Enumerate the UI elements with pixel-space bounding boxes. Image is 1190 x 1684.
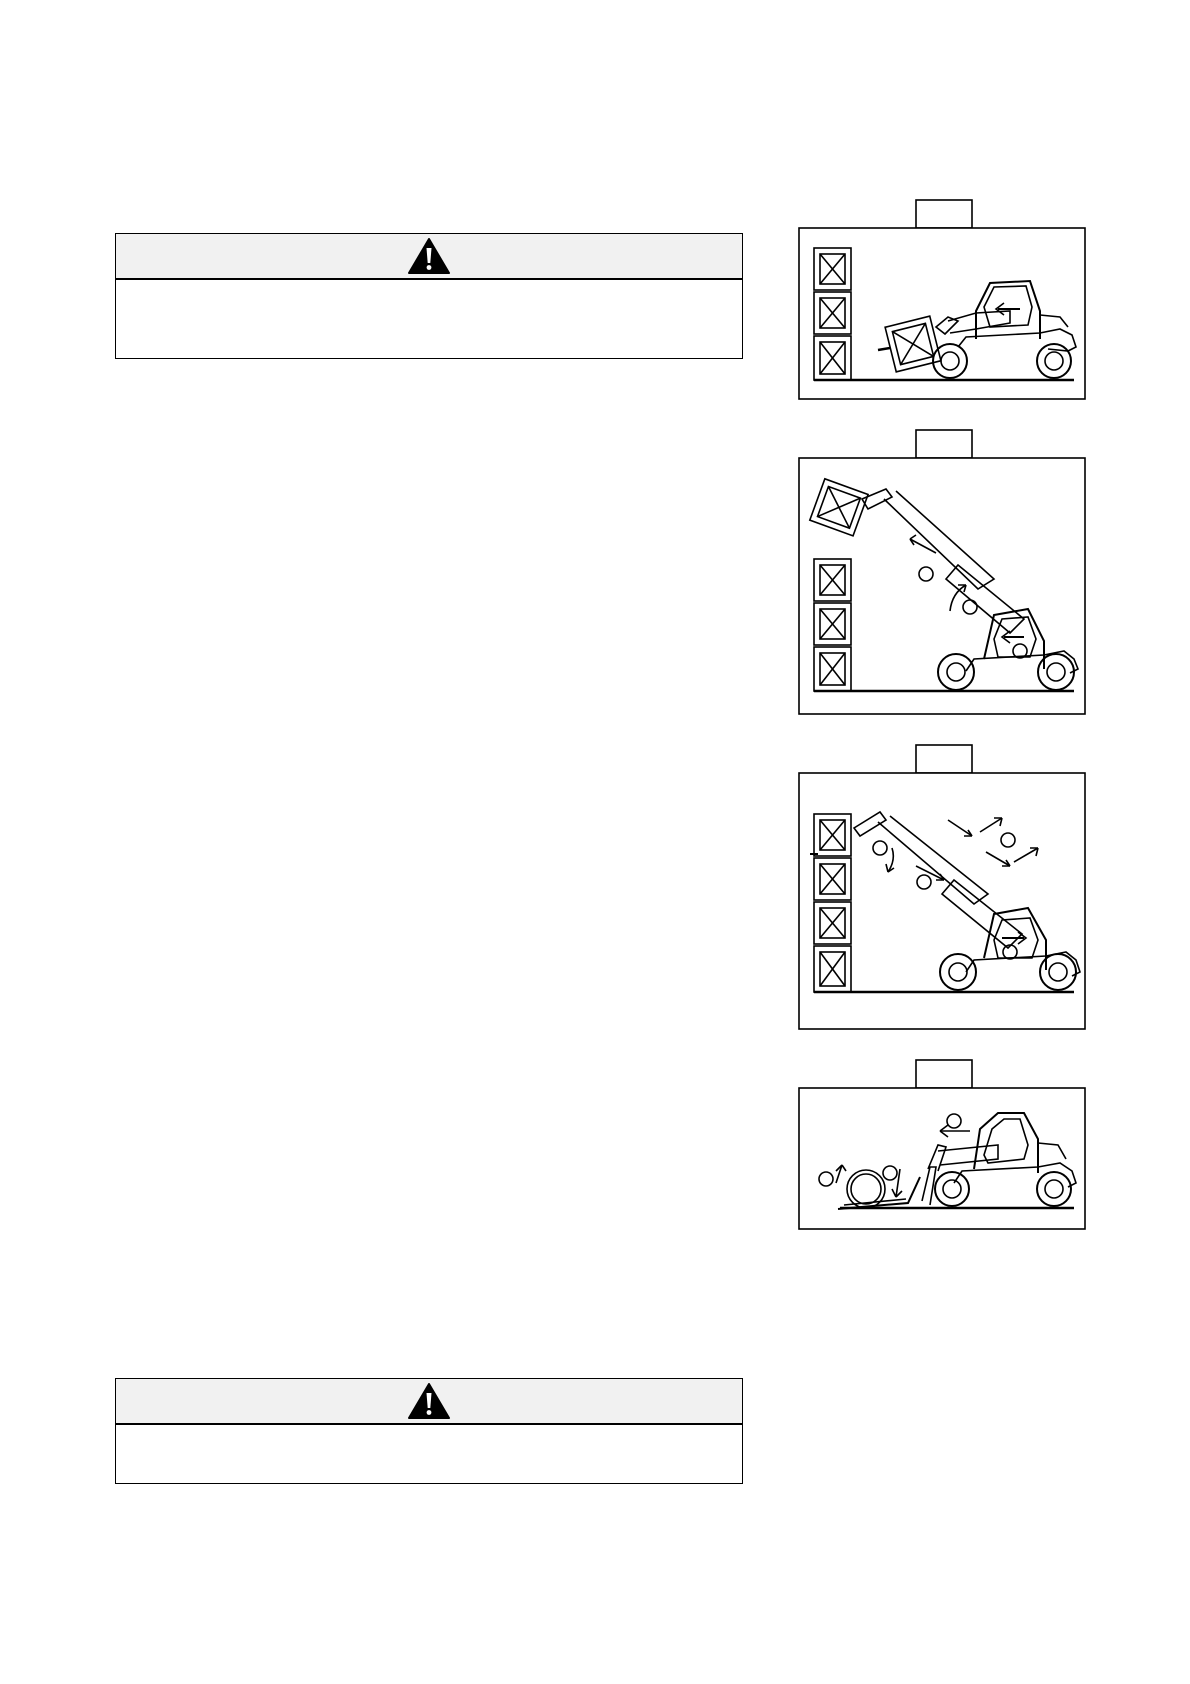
figure-tab <box>916 430 972 458</box>
figure-tab <box>916 200 972 228</box>
warning-box-2 <box>115 1378 743 1484</box>
figure-tab <box>916 1060 972 1088</box>
warning-text-1 <box>116 280 742 300</box>
warning-triangle-icon <box>407 237 451 275</box>
warning-header-2 <box>116 1379 742 1425</box>
warning-box-1 <box>115 233 743 359</box>
figure-4-picking-up-round-bale <box>798 1059 1086 1231</box>
figure-2-boom-raised-extended <box>798 429 1086 716</box>
warning-header-1 <box>116 234 742 280</box>
warning-triangle-icon <box>407 1382 451 1420</box>
figure-tab <box>916 745 972 773</box>
figure-3-placing-load-on-stack <box>798 744 1086 1031</box>
warning-text-2 <box>116 1425 742 1445</box>
figure-1-load-tilted-back <box>798 199 1086 401</box>
